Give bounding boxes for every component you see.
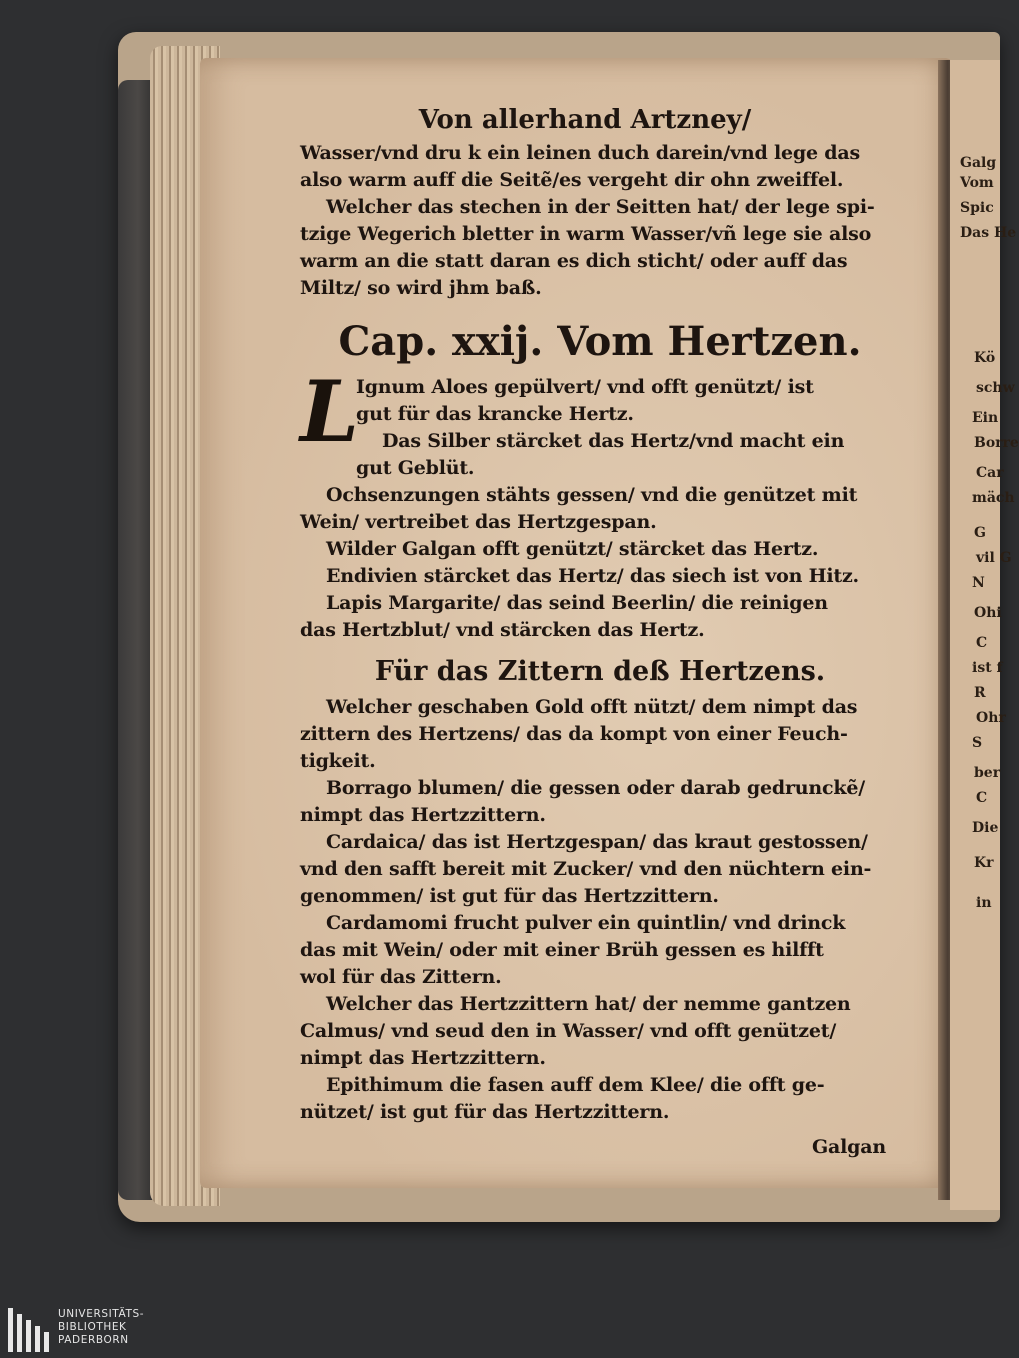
right-page-text-fragment: G xyxy=(974,525,986,541)
text-line: Das Silber stärcket das Hertz/vnd macht ein xyxy=(382,430,845,452)
right-page-text-fragment: Ein xyxy=(972,410,999,426)
right-page-text-fragment: Ohi xyxy=(974,605,1002,621)
text-line: Epithimum die fasen auff dem Klee/ die offt ge- xyxy=(326,1074,825,1096)
right-page-text-fragment: N xyxy=(972,575,985,591)
logo-line: BIBLIOTHEK xyxy=(58,1321,127,1333)
logo-line: PADERBORN xyxy=(58,1334,129,1346)
paragraph-top xyxy=(300,140,900,302)
text-line: Borrago blumen/ die gessen oder darab gedrunckẽ/ xyxy=(326,777,865,799)
text-line: Miltz/ so wird jhm baß. xyxy=(300,277,542,299)
text-line: das Hertzblut/ vnd stärcken das Hertz. xyxy=(300,619,705,641)
running-head: Von allerhand Artzney/ xyxy=(418,105,752,135)
right-page-text-fragment: ist f xyxy=(972,660,1003,676)
right-page-text-fragment: Borre xyxy=(974,435,1019,451)
paragraph-remedies xyxy=(300,482,900,644)
logo-line: UNIVERSITÄTS- xyxy=(58,1308,145,1320)
initial-paragraph xyxy=(300,362,900,482)
text-line: Wilder Galgan offt genützt/ stärcket das Hertz. xyxy=(326,538,819,560)
text-line: Welcher das stechen in der Seitten hat/ der lege spi- xyxy=(326,196,875,218)
text-line: tigkeit. xyxy=(300,750,376,772)
right-page-text-fragment: mäch xyxy=(972,490,1015,506)
right-page-text-fragment: Die xyxy=(972,820,999,836)
text-line: genommen/ ist gut für das Hertzzittern. xyxy=(300,885,719,907)
right-page-text-fragment: S xyxy=(972,735,983,751)
text-line: vnd den safft bereit mit Zucker/ vnd den nüchtern ein- xyxy=(300,858,872,880)
right-page-text-fragment: schw xyxy=(976,380,1015,396)
text-line: warm an die statt daran es dich sticht/ oder auff das xyxy=(300,250,848,272)
text-line: das mit Wein/ oder mit einer Brüh gessen es hilfft xyxy=(300,939,824,961)
right-page-fragment xyxy=(950,60,1019,1210)
page-text xyxy=(300,100,900,1161)
right-page-text-fragment: C xyxy=(976,790,988,806)
text-line: Welcher geschaben Gold offt nützt/ dem nimpt das xyxy=(326,696,858,718)
text-line: gut für das krancke Hertz. xyxy=(356,403,634,425)
chapter-heading: Cap. xxij. Vom Hertzen. xyxy=(338,318,862,365)
text-line: Wasser/vnd dru k ein leinen duch darein/vnd lege das xyxy=(300,142,860,164)
text-line: Welcher das Hertzzittern hat/ der nemme gantzen xyxy=(326,993,851,1015)
right-page-text-fragment: Car xyxy=(976,465,1004,481)
right-page-text-fragment: Das He xyxy=(960,225,1017,241)
text-line: Cardamomi frucht pulver ein quintlin/ vnd drinck xyxy=(326,912,846,934)
right-page-text-fragment: Ohr xyxy=(976,710,1006,726)
right-page-text-fragment: C xyxy=(976,635,988,651)
subheading: Für das Zittern deß Hertzens. xyxy=(374,656,826,687)
drop-cap-initial: L xyxy=(300,362,360,461)
right-page-text-fragment: Galg xyxy=(960,155,997,171)
text-line: nimpt das Hertzzittern. xyxy=(300,804,546,826)
text-line: Ignum Aloes gepülvert/ vnd offt genützt/ ist xyxy=(356,376,814,398)
text-line: tzige Wegerich bletter in warm Wasser/vñ lege sie also xyxy=(300,223,872,245)
text-line: Cardaica/ das ist Hertzgespan/ das kraut gestossen/ xyxy=(326,831,868,853)
text-line: Wein/ vertreibet das Hertzgespan. xyxy=(300,511,657,533)
text-line: also warm auff die Seitẽ/es vergeht dir ohn zweiffel. xyxy=(300,169,844,191)
text-line: Ochsenzungen stähts gessen/ vnd die genützet mit xyxy=(326,484,858,506)
right-page-text-fragment: ber xyxy=(974,765,1001,781)
library-logo xyxy=(8,1306,238,1354)
text-line: wol für das Zittern. xyxy=(300,966,502,988)
right-page-text-fragment: Vom xyxy=(960,175,994,191)
text-line: Lapis Margarite/ das seind Beerlin/ die reinigen xyxy=(326,592,828,614)
right-page-text-fragment: vil G xyxy=(976,550,1012,566)
catchword: Galgan xyxy=(812,1136,886,1158)
text-line: zittern des Hertzens/ das da kompt von einer Feuch- xyxy=(300,723,848,745)
logo-text xyxy=(58,1308,144,1347)
right-page-text-fragment: Kr xyxy=(974,855,994,871)
text-line: Endivien stärcket das Hertz/ das siech ist von Hitz. xyxy=(326,565,859,587)
right-page-text-fragment: Kö xyxy=(974,350,996,366)
text-line: Calmus/ vnd seud den in Wasser/ vnd offt genützet/ xyxy=(300,1020,837,1042)
text-line: gut Geblüt. xyxy=(356,457,475,479)
text-line: nützet/ ist gut für das Hertzzittern. xyxy=(300,1101,670,1123)
logo-bars-icon xyxy=(8,1308,52,1352)
right-page-text-fragment: R xyxy=(974,685,986,701)
paragraph-zittern xyxy=(300,694,900,1126)
right-page-text-fragment: Spic xyxy=(960,200,994,216)
right-page-text-fragment: in xyxy=(976,895,992,911)
text-line: nimpt das Hertzzittern. xyxy=(300,1047,546,1069)
